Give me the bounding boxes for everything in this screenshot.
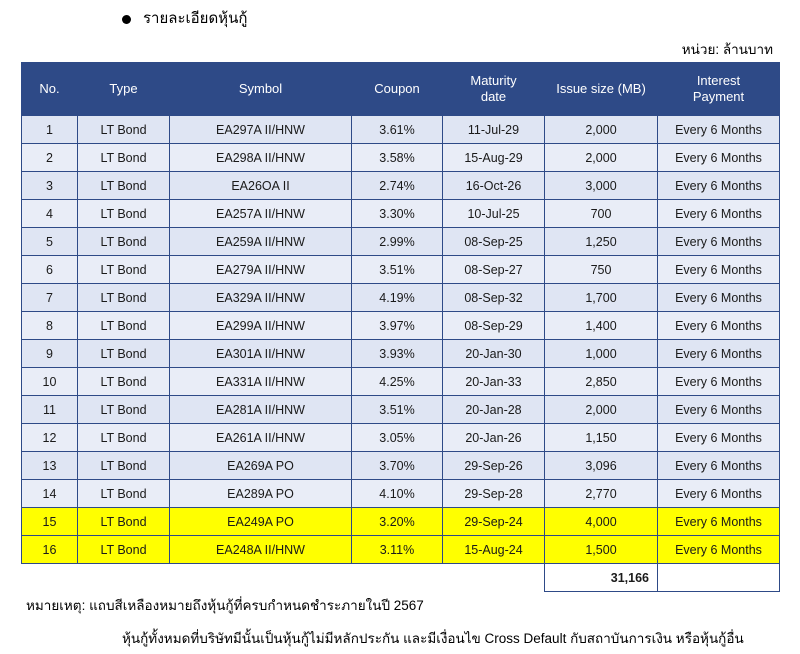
cell-maturity-date: 16-Oct-26: [443, 172, 545, 200]
cell-no: 14: [22, 480, 78, 508]
cell-no: 1: [22, 116, 78, 144]
cell-symbol: EA279A II/HNW: [170, 256, 352, 284]
unit-label: หน่วย: ล้านบาท: [681, 42, 773, 57]
cell-maturity-date: 15-Aug-24: [443, 536, 545, 564]
table-row: [22, 452, 780, 480]
cell-symbol: EA259A II/HNW: [170, 228, 352, 256]
cell-interest-payment: Every 6 Months: [658, 340, 780, 368]
cell-symbol: EA289A PO: [170, 480, 352, 508]
table-total-row: [22, 564, 780, 592]
column-header-maturity-line2: date: [480, 89, 507, 104]
cell-type: LT Bond: [78, 340, 170, 368]
table-row: [22, 228, 780, 256]
cell-type: LT Bond: [78, 536, 170, 564]
column-header-coupon: Coupon: [352, 63, 443, 116]
cell-coupon: 3.51%: [352, 396, 443, 424]
cell-no: 16: [22, 536, 78, 564]
cell-issue-size: 2,770: [545, 480, 658, 508]
total-empty-cell: [658, 564, 780, 592]
cell-interest-payment: Every 6 Months: [658, 172, 780, 200]
column-header-issue-size: Issue size (MB): [545, 63, 658, 116]
cell-coupon: 4.25%: [352, 368, 443, 396]
cell-interest-payment: Every 6 Months: [658, 228, 780, 256]
cell-type: LT Bond: [78, 508, 170, 536]
table-row: [22, 200, 780, 228]
cell-maturity-date: 08-Sep-25: [443, 228, 545, 256]
cell-symbol: EA301A II/HNW: [170, 340, 352, 368]
cell-no: 8: [22, 312, 78, 340]
table-row: [22, 284, 780, 312]
cell-symbol: EA26OA II: [170, 172, 352, 200]
column-header-interest-line2: Payment: [692, 89, 745, 104]
cell-coupon: 3.61%: [352, 116, 443, 144]
cell-maturity-date: 29-Sep-26: [443, 452, 545, 480]
cell-issue-size: 2,000: [545, 144, 658, 172]
column-header-no: No.: [22, 63, 78, 116]
cell-interest-payment: Every 6 Months: [658, 480, 780, 508]
cell-coupon: 3.93%: [352, 340, 443, 368]
table-row: [22, 424, 780, 452]
cell-issue-size: 3,000: [545, 172, 658, 200]
cell-symbol: EA261A II/HNW: [170, 424, 352, 452]
cell-issue-size: 1,250: [545, 228, 658, 256]
total-issue-size: 31,166: [545, 564, 658, 592]
cell-coupon: 3.70%: [352, 452, 443, 480]
cell-type: LT Bond: [78, 452, 170, 480]
cell-issue-size: 1,500: [545, 536, 658, 564]
table-row: [22, 256, 780, 284]
cell-symbol: EA297A II/HNW: [170, 116, 352, 144]
total-blank-cell: [170, 564, 352, 592]
cell-interest-payment: Every 6 Months: [658, 368, 780, 396]
cell-symbol: EA249A PO: [170, 508, 352, 536]
footnote-highlight: หมายเหตุ: แถบสีเหลืองหมายถึงหุ้นกู้ที่ครบกำหนดชำระภายในปี 2567: [26, 598, 424, 613]
cell-symbol: EA269A PO: [170, 452, 352, 480]
column-header-maturity-line1: Maturity: [470, 72, 517, 88]
cell-symbol: EA281A II/HNW: [170, 396, 352, 424]
table-header: [22, 63, 780, 116]
cell-issue-size: 4,000: [545, 508, 658, 536]
cell-issue-size: 2,000: [545, 116, 658, 144]
cell-coupon: 2.74%: [352, 172, 443, 200]
cell-type: LT Bond: [78, 368, 170, 396]
cell-type: LT Bond: [78, 480, 170, 508]
cell-type: LT Bond: [78, 396, 170, 424]
cell-interest-payment: Every 6 Months: [658, 508, 780, 536]
cell-maturity-date: 29-Sep-28: [443, 480, 545, 508]
cell-coupon: 3.11%: [352, 536, 443, 564]
cell-interest-payment: Every 6 Months: [658, 312, 780, 340]
cell-issue-size: 1,150: [545, 424, 658, 452]
cell-type: LT Bond: [78, 424, 170, 452]
cell-maturity-date: 08-Sep-29: [443, 312, 545, 340]
cell-coupon: 4.19%: [352, 284, 443, 312]
bullet-point-icon: [122, 15, 131, 24]
cell-coupon: 3.58%: [352, 144, 443, 172]
footnote-cross-default: หุ้นกู้ทั้งหมดที่บริษัทมีนั้นเป็นหุ้นกู้ไม่มีหลักประกัน และมีเงื่อนไข Cross Default กับสถาบันการเงิน หรือหุ้นกู้อื่น: [122, 631, 744, 646]
cell-coupon: 4.10%: [352, 480, 443, 508]
cell-type: LT Bond: [78, 228, 170, 256]
column-header-interest-payment: [658, 63, 780, 116]
cell-maturity-date: 15-Aug-29: [443, 144, 545, 172]
cell-coupon: 3.97%: [352, 312, 443, 340]
cell-no: 7: [22, 284, 78, 312]
bond-table-container: [21, 62, 779, 592]
cell-no: 15: [22, 508, 78, 536]
cell-no: 6: [22, 256, 78, 284]
cell-interest-payment: Every 6 Months: [658, 396, 780, 424]
cell-no: 9: [22, 340, 78, 368]
cell-interest-payment: Every 6 Months: [658, 144, 780, 172]
column-header-maturity-date: [443, 63, 545, 116]
cell-issue-size: 750: [545, 256, 658, 284]
cell-maturity-date: 10-Jul-25: [443, 200, 545, 228]
cell-type: LT Bond: [78, 172, 170, 200]
table-row: [22, 144, 780, 172]
cell-maturity-date: 29-Sep-24: [443, 508, 545, 536]
cell-no: 3: [22, 172, 78, 200]
table-row: [22, 172, 780, 200]
total-blank-cell: [22, 564, 78, 592]
cell-issue-size: 1,400: [545, 312, 658, 340]
cell-symbol: EA329A II/HNW: [170, 284, 352, 312]
cell-issue-size: 700: [545, 200, 658, 228]
table-row: [22, 480, 780, 508]
cell-maturity-date: 20-Jan-28: [443, 396, 545, 424]
table-row: [22, 508, 780, 536]
cell-no: 5: [22, 228, 78, 256]
table-row: [22, 340, 780, 368]
cell-coupon: 3.51%: [352, 256, 443, 284]
cell-issue-size: 1,700: [545, 284, 658, 312]
column-header-symbol: Symbol: [170, 63, 352, 116]
total-blank-cell: [443, 564, 545, 592]
cell-no: 4: [22, 200, 78, 228]
cell-no: 2: [22, 144, 78, 172]
cell-type: LT Bond: [78, 284, 170, 312]
cell-type: LT Bond: [78, 256, 170, 284]
cell-symbol: EA299A II/HNW: [170, 312, 352, 340]
table-row: [22, 116, 780, 144]
cell-type: LT Bond: [78, 200, 170, 228]
cell-interest-payment: Every 6 Months: [658, 536, 780, 564]
cell-issue-size: 1,000: [545, 340, 658, 368]
cell-interest-payment: Every 6 Months: [658, 424, 780, 452]
section-heading-label: รายละเอียดหุ้นกู้: [143, 10, 248, 27]
table-row: [22, 536, 780, 564]
bond-table: [21, 62, 780, 592]
cell-coupon: 3.05%: [352, 424, 443, 452]
table-body: [22, 116, 780, 592]
cell-symbol: EA257A II/HNW: [170, 200, 352, 228]
cell-type: LT Bond: [78, 312, 170, 340]
column-header-type: Type: [78, 63, 170, 116]
cell-no: 11: [22, 396, 78, 424]
table-row: [22, 312, 780, 340]
cell-symbol: EA248A II/HNW: [170, 536, 352, 564]
cell-issue-size: 2,000: [545, 396, 658, 424]
cell-interest-payment: Every 6 Months: [658, 116, 780, 144]
section-heading: [122, 10, 247, 28]
cell-type: LT Bond: [78, 144, 170, 172]
cell-interest-payment: Every 6 Months: [658, 256, 780, 284]
column-header-interest-line1: Interest: [696, 72, 741, 88]
table-row: [22, 396, 780, 424]
table-row: [22, 368, 780, 396]
cell-no: 13: [22, 452, 78, 480]
cell-type: LT Bond: [78, 116, 170, 144]
cell-issue-size: 2,850: [545, 368, 658, 396]
cell-maturity-date: 08-Sep-32: [443, 284, 545, 312]
cell-maturity-date: 20-Jan-30: [443, 340, 545, 368]
cell-issue-size: 3,096: [545, 452, 658, 480]
table-header-row: [22, 63, 780, 116]
cell-coupon: 3.30%: [352, 200, 443, 228]
cell-maturity-date: 08-Sep-27: [443, 256, 545, 284]
cell-coupon: 3.20%: [352, 508, 443, 536]
cell-symbol: EA331A II/HNW: [170, 368, 352, 396]
cell-interest-payment: Every 6 Months: [658, 284, 780, 312]
cell-no: 10: [22, 368, 78, 396]
cell-symbol: EA298A II/HNW: [170, 144, 352, 172]
cell-no: 12: [22, 424, 78, 452]
cell-maturity-date: 20-Jan-26: [443, 424, 545, 452]
cell-maturity-date: 11-Jul-29: [443, 116, 545, 144]
cell-interest-payment: Every 6 Months: [658, 200, 780, 228]
cell-coupon: 2.99%: [352, 228, 443, 256]
total-blank-cell: [78, 564, 170, 592]
total-blank-cell: [352, 564, 443, 592]
cell-interest-payment: Every 6 Months: [658, 452, 780, 480]
cell-maturity-date: 20-Jan-33: [443, 368, 545, 396]
